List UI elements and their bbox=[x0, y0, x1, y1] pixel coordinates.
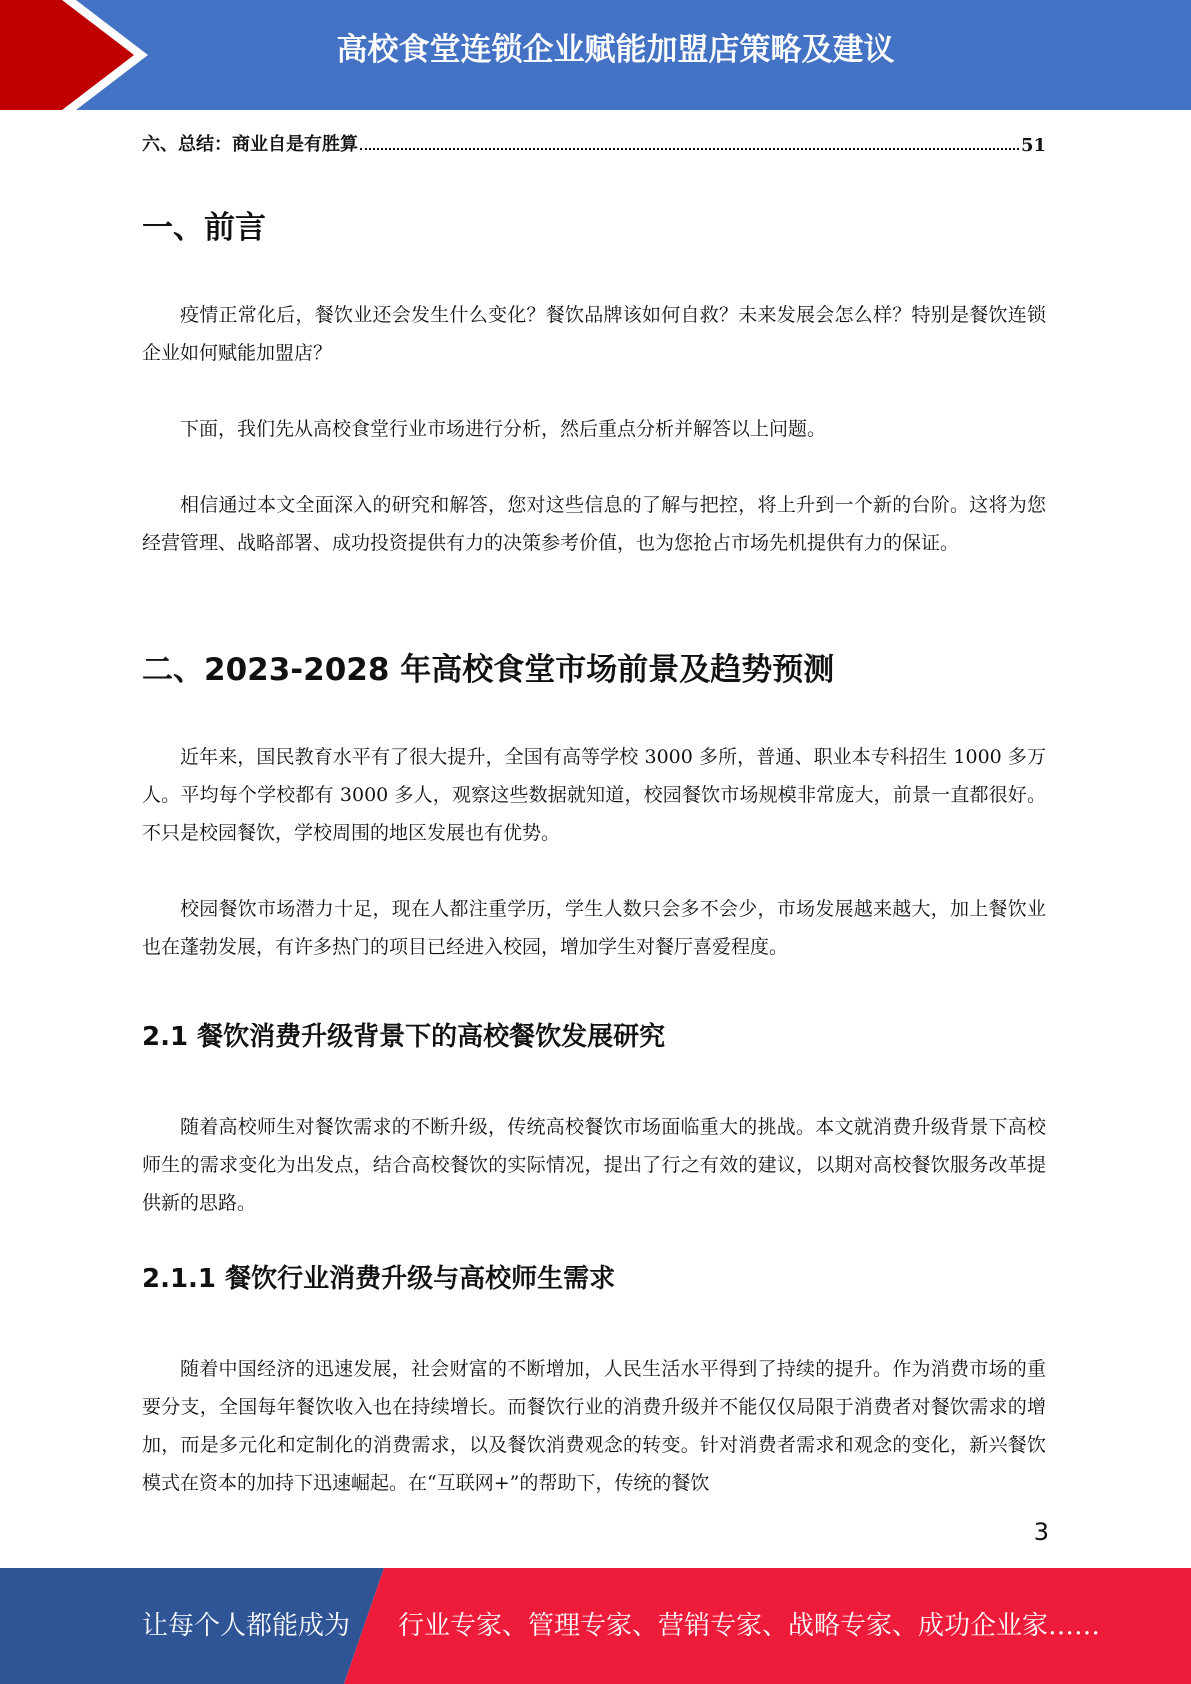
toc-page: 51 bbox=[1020, 135, 1046, 156]
section-1-heading: 一、前言 bbox=[142, 210, 266, 246]
footer-slogan-right: 行业专家、管理专家、营销专家、战略专家、成功企业家…… bbox=[398, 1611, 1101, 1641]
section-1-paragraph-1: 疫情正常化后，餐饮业还会发生什么变化？餐饮品牌该如何自救？未来发展会怎么样？特别是餐饮连锁企业如何赋能加盟店？ bbox=[142, 304, 1046, 364]
section-2-1-1-paragraph-1: 随着中国经济的迅速发展，社会财富的不断增加，人民生活水平得到了持续的提升。作为消费市场的重要分支，全国每年餐饮收入也在持续增长。而餐饮行业的消费升级并不能仅仅局限于消费者对餐饮需求的增加，而是多元化和定制化的消费需求，以及餐饮消费观念的转变。针对消费者需求和观念的变化，新兴餐饮模式在资本的加持下迅速崛起。在“互联网+”的帮助下，传统的餐饮 bbox=[142, 1358, 1046, 1494]
section-1-paragraph-3: 相信通过本文全面深入的研究和解答，您对这些信息的了解与把控，将上升到一个新的台阶。这将为您经营管理、战略部署、成功投资提供有力的决策参考价值，也为您抢占市场先机提供有力的保证。 bbox=[142, 494, 1046, 554]
footer-slogan-left: 让每个人都能成为 bbox=[142, 1611, 351, 1641]
page-footer bbox=[0, 1568, 1191, 1684]
section-2-paragraph-1: 近年来，国民教育水平有了很大提升，全国有高等学校 3000 多所，普通、职业本专科招生 1000 多万人。平均每个学校都有 3000 多人，观察这些数据就知道，校园餐饮市场规模非常庞大，前景一直都很好。不只是校园餐饮，学校周围的地区发展也有优势。 bbox=[142, 746, 1046, 844]
toc-label: 六、总结：商业自是有胜算 bbox=[142, 134, 358, 155]
toc-entry[interactable] bbox=[142, 128, 1046, 156]
section-2-1-heading: 2.1 餐饮消费升级背景下的高校餐饮发展研究 bbox=[142, 1022, 666, 1052]
page-header bbox=[0, 0, 1191, 110]
header-title: 高校食堂连锁企业赋能加盟店策略及建议 bbox=[336, 32, 895, 68]
section-2-1-1-heading: 2.1.1 餐饮行业消费升级与高校师生需求 bbox=[142, 1264, 616, 1294]
page-number: 3 bbox=[1033, 1518, 1049, 1546]
section-2-paragraph-2: 校园餐饮市场潜力十足，现在人都注重学历，学生人数只会多不会少，市场发展越来越大，加上餐饮业也在蓬勃发展，有许多热门的项目已经进入校园，增加学生对餐厅喜爱程度。 bbox=[142, 898, 1046, 958]
section-1-paragraph-2: 下面，我们先从高校食堂行业市场进行分析，然后重点分析并解答以上问题。 bbox=[180, 418, 827, 440]
section-2-1-paragraph-1: 随着高校师生对餐饮需求的不断升级，传统高校餐饮市场面临重大的挑战。本文就消费升级背景下高校师生的需求变化为出发点，结合高校餐饮的实际情况，提出了行之有效的建议，以期对高校餐饮服务改革提供新的思路。 bbox=[142, 1116, 1046, 1214]
section-2-heading: 二、2023-2028 年高校食堂市场前景及趋势预测 bbox=[142, 652, 835, 688]
toc-leader-dots bbox=[360, 148, 1019, 150]
